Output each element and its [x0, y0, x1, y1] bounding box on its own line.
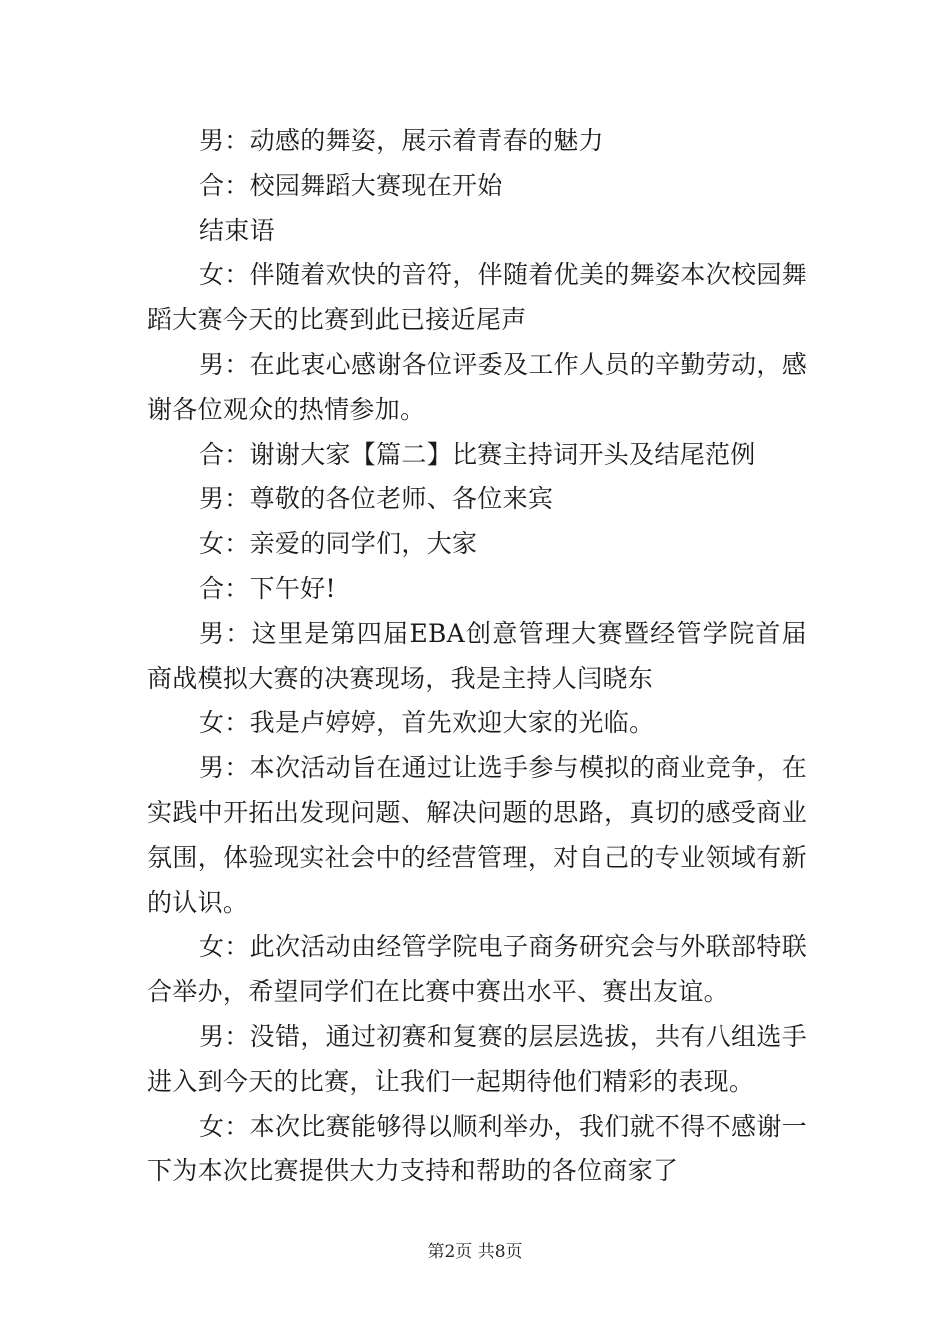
paragraph: 女：我是卢婷婷，首先欢迎大家的光临。 [199, 708, 655, 738]
paragraph: 男：这里是第四届EBA创意管理大赛暨经管学院首届商战模拟大赛的决赛现场，我是主持人闫晓东 [147, 618, 807, 693]
paragraph: 合：谢谢大家【篇二】比赛主持词开头及结尾范例 [199, 439, 756, 469]
document-body [147, 119, 807, 1194]
paragraph: 女：伴随着欢快的音符，伴随着优美的舞姿本次校园舞蹈大赛今天的比赛到此已接近尾声 [147, 260, 807, 335]
paragraph: 男：没错，通过初赛和复赛的层层选拔，共有八组选手进入到今天的比赛，让我们一起期待他们精彩的表现。 [147, 1021, 807, 1096]
paragraph: 女：此次活动由经管学院电子商务研究会与外联部特联合举办，希望同学们在比赛中赛出水平、赛出友谊。 [147, 932, 807, 1007]
paragraph: 合：下午好! [199, 573, 336, 603]
paragraph: 男：动感的舞姿，展示着青春的魅力 [199, 126, 604, 155]
paragraph: 男：在此衷心感谢各位评委及工作人员的辛勤劳动，感谢各位观众的热情参加。 [147, 349, 807, 424]
paragraph: 合：校园舞蹈大赛现在开始 [199, 170, 503, 200]
paragraph: 女：本次比赛能够得以顺利举办，我们就不得不感谢一下为本次比赛提供大力支持和帮助的各位商家了 [147, 1111, 807, 1186]
paragraph: 男：本次活动旨在通过让选手参与模拟的商业竞争，在实践中开拓出发现问题、解决问题的思路，真切的感受商业氛围，体验现实社会中的经营管理，对自己的专业领域有新的认识。 [147, 753, 807, 917]
paragraph: 男：尊敬的各位老师、各位来宾 [199, 484, 554, 514]
page-number: 第2页 共8页 [427, 1242, 523, 1262]
paragraph: 女：亲爱的同学们，大家 [199, 529, 478, 559]
section-heading: 结束语 [199, 215, 275, 245]
